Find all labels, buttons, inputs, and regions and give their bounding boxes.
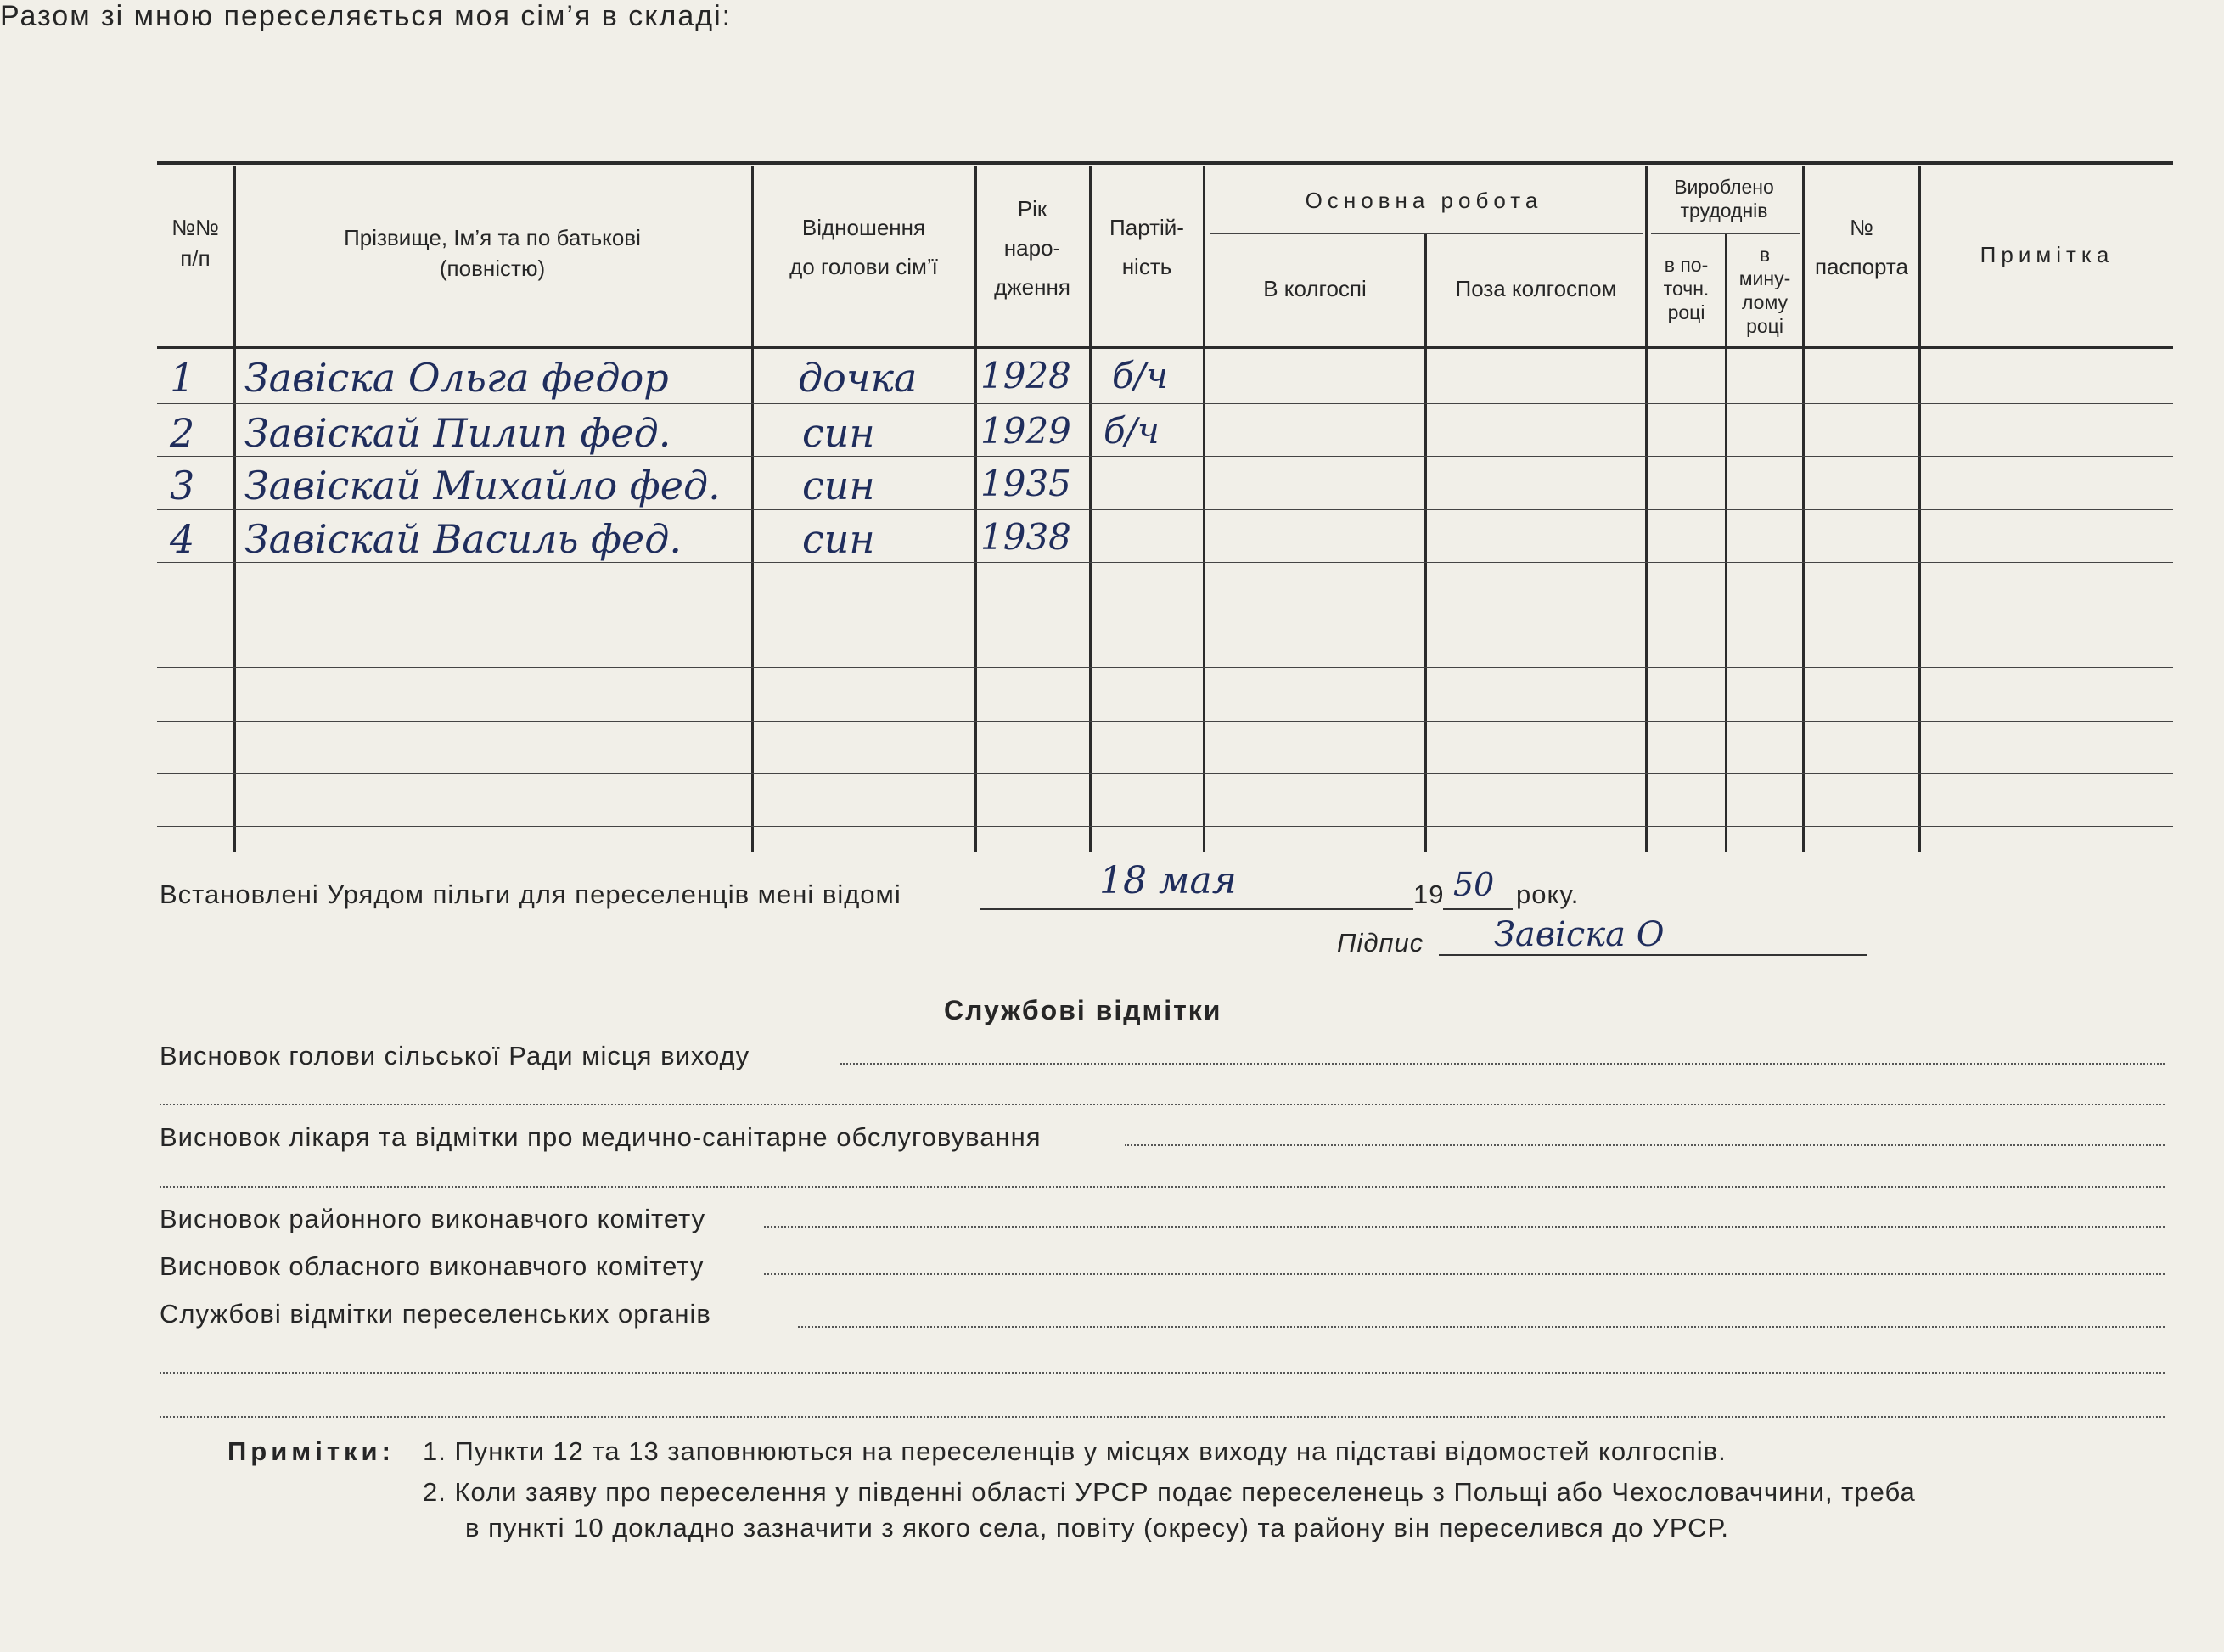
benefits-date-line — [980, 908, 1413, 910]
benefits-year-line — [1443, 908, 1513, 910]
benefits-date: 18 мая — [1099, 859, 1237, 902]
header-relation: Відношення до голови сім’ї — [789, 215, 938, 279]
service-title: Службові відмітки — [944, 995, 1222, 1025]
service-line-district: Висновок районного виконавчого комітету — [160, 1204, 706, 1233]
service-line-oblast: Висновок обласного виконавчого комітету — [160, 1251, 705, 1281]
header-year: Рік наро- дження — [994, 196, 1070, 300]
header-note: Примітка — [1980, 242, 2114, 267]
fill-line — [764, 1226, 2165, 1228]
row-name: Завіскай Василь фед. — [244, 516, 682, 562]
row-num: 2 — [170, 410, 195, 456]
fill-line — [798, 1326, 2165, 1328]
row-num: 3 — [170, 463, 195, 509]
header-work-out: Поза колгоспом — [1455, 276, 1617, 301]
row-name: Завіскай Михайло фед. — [244, 463, 721, 509]
header-work-in: В колгоспі — [1263, 276, 1367, 301]
notes-label: Примітки: — [227, 1436, 395, 1466]
row-num: 4 — [170, 516, 195, 562]
header-workdays-current: в по- точн. році — [1663, 254, 1710, 323]
row-year: 1935 — [980, 463, 1071, 504]
benefits-year-prefix: 19 — [1413, 879, 1445, 909]
benefits-year-suffix: 50 — [1453, 866, 1495, 903]
fill-line — [764, 1273, 2165, 1275]
row-relation: син — [802, 516, 875, 562]
header-num: №№ п/п — [171, 215, 219, 271]
row-year: 1938 — [980, 516, 1071, 558]
row-name: Завіскай Пилип фед. — [244, 410, 671, 456]
fill-line — [840, 1063, 2165, 1065]
service-line-doctor: Висновок лікаря та відмітки про медично-санітарне обслуговування — [160, 1122, 1042, 1152]
fill-line — [160, 1416, 2165, 1418]
header-work-group: Основна робота — [1305, 188, 1543, 213]
row-num: 1 — [170, 355, 195, 401]
header-name: Прізвище, Ім’я та по батькові (повністю) — [344, 225, 641, 281]
header-party: Партій- ність — [1109, 215, 1184, 279]
benefits-year-word: року. — [1516, 879, 1580, 909]
row-name: Завіска Ольга федор — [244, 355, 669, 401]
fill-line — [160, 1372, 2165, 1374]
fill-line — [160, 1104, 2165, 1105]
row-party: б/ч — [1104, 410, 1160, 452]
service-line-council: Висновок голови сільської Ради місця виходу — [160, 1041, 750, 1070]
service-line-resettlement: Службові відмітки переселенських органів — [160, 1299, 711, 1329]
signature-line — [1439, 954, 1867, 956]
benefits-text: Встановлені Урядом пільги для переселенців мені відомі — [160, 879, 901, 909]
signature-value: Завіска О — [1494, 915, 1665, 954]
header-passport: № паспорта — [1814, 215, 1909, 279]
header-workdays-previous: в мину- лому році — [1738, 244, 1791, 337]
signature-label: Підпис — [1337, 928, 1424, 958]
row-relation: син — [802, 410, 875, 456]
note-2a: 2. Коли заяву про переселення у південні області УРСР подає переселенець з Польщі або Чехословаччини, треба — [423, 1477, 1916, 1507]
row-year: 1928 — [980, 355, 1071, 396]
note-2b: в пункті 10 докладно зазначити з якого села, повіту (окресу) та району він переселився до УРСР. — [465, 1513, 1730, 1542]
row-year: 1929 — [980, 410, 1071, 452]
header-workdays-group: Вироблено трудоднів — [1674, 176, 1774, 222]
fill-line — [1125, 1144, 2165, 1146]
intro-text: Разом зі мною переселяється моя сім’я в складі: — [0, 0, 733, 32]
row-relation: син — [802, 463, 875, 509]
row-party: б/ч — [1112, 355, 1168, 396]
row-relation: дочка — [798, 355, 918, 401]
fill-line — [160, 1186, 2165, 1188]
note-1: 1. Пункти 12 та 13 заповнюються на переселенців у місцях виходу на підставі відомостей колгоспів. — [423, 1436, 1727, 1466]
